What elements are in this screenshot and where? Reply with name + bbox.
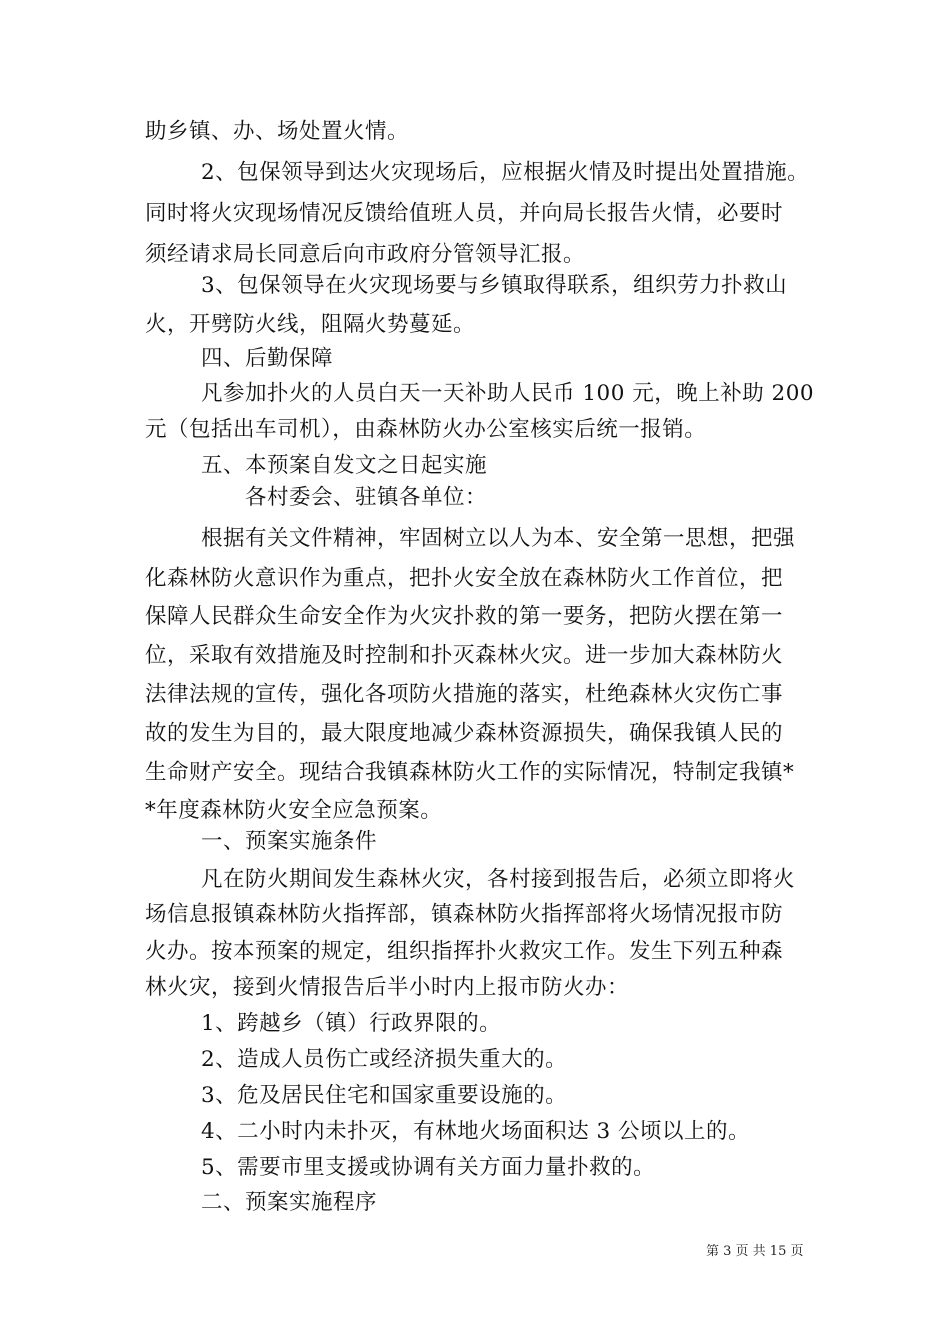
text-line: 火办。按本预案的规定，组织指挥扑火救灾工作。发生下列五种森 bbox=[145, 939, 784, 964]
section-heading: 一、预案实施条件 bbox=[201, 829, 378, 854]
section-heading: 二、预案实施程序 bbox=[201, 1190, 378, 1215]
text-line: 场信息报镇森林防火指挥部，镇森林防火指挥部将火场情况报市防 bbox=[145, 902, 784, 927]
text-line: 火，开劈防火线，阻隔火势蔓延。 bbox=[145, 312, 476, 337]
text-line: 法律法规的宣传，强化各项防火措施的落实，杜绝森林火灾伤亡事 bbox=[145, 682, 784, 707]
text-line: 凡在防火期间发生森林火灾，各村接到报告后，必须立即将火 bbox=[201, 867, 796, 892]
text-line: 根据有关文件精神，牢固树立以人为本、安全第一思想，把强 bbox=[201, 526, 796, 551]
text-line: 同时将火灾现场情况反馈给值班人员，并向局长报告火情，必要时 bbox=[145, 201, 784, 226]
list-item: 3、危及居民住宅和国家重要设施的。 bbox=[201, 1083, 568, 1108]
text-line: 2、包保领导到达火灾现场后，应根据火情及时提出处置措施。 bbox=[201, 160, 810, 185]
text-line: 凡参加扑火的人员白天一天补助人民币 100 元，晚上补助 200 bbox=[201, 381, 815, 406]
text-line: 元（包括出车司机），由森林防火办公室核实后统一报销。 bbox=[145, 417, 707, 442]
text-line: 3、包保领导在火灾现场要与乡镇取得联系，组织劳力扑救山 bbox=[201, 273, 788, 298]
text-line: 故的发生为目的，最大限度地减少森林资源损失，确保我镇人民的 bbox=[145, 721, 784, 746]
text-line: 助乡镇、办、场处置火情。 bbox=[145, 119, 410, 144]
page-number-footer: 第 3 页 共 15 页 bbox=[706, 1244, 804, 1259]
text-line: 保障人民群众生命安全作为火灾扑救的第一要务，把防火摆在第一 bbox=[145, 604, 784, 629]
text-line: 林火灾，接到火情报告后半小时内上报市防火办： bbox=[145, 975, 630, 1000]
section-heading: 五、本预案自发文之日起实施 bbox=[201, 453, 488, 478]
list-item: 4、二小时内未扑灭，有林地火场面积达 3 公顷以上的。 bbox=[201, 1119, 751, 1144]
text-line: 须经请求局长同意后向市政府分管领导汇报。 bbox=[145, 242, 586, 267]
salutation: 各村委会、驻镇各单位： bbox=[245, 485, 488, 510]
list-item: 2、造成人员伤亡或经济损失重大的。 bbox=[201, 1047, 568, 1072]
list-item: 1、跨越乡（镇）行政界限的。 bbox=[201, 1011, 502, 1036]
list-item: 5、需要市里支援或协调有关方面力量扑救的。 bbox=[201, 1155, 656, 1180]
section-heading: 四、后勤保障 bbox=[201, 346, 334, 371]
text-line: *年度森林防火安全应急预案。 bbox=[145, 798, 443, 823]
text-line: 化森林防火意识作为重点，把扑火安全放在森林防火工作首位，把 bbox=[145, 566, 784, 591]
text-line: 位，采取有效措施及时控制和扑灭森林火灾。进一步加大森林防火 bbox=[145, 643, 784, 668]
text-line: 生命财产安全。现结合我镇森林防火工作的实际情况，特制定我镇* bbox=[145, 760, 795, 785]
